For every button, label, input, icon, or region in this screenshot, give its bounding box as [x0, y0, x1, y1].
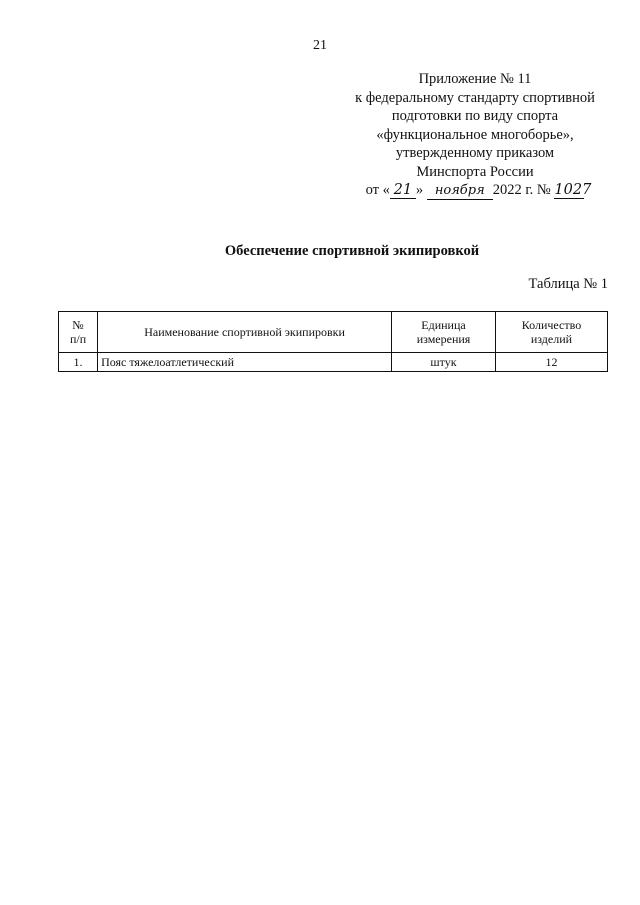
- header-qty-line2: изделий: [530, 332, 573, 346]
- table-row: [59, 353, 608, 372]
- row-name: Пояс тяжелоатлетический: [98, 353, 392, 372]
- header-name: Наименование спортивной экипировки: [98, 312, 392, 353]
- page-number: 21: [313, 38, 327, 53]
- appendix-line-4: «функциональное многоборье»,: [376, 126, 574, 143]
- appendix-header: [330, 70, 620, 200]
- equipment-table: [58, 311, 608, 372]
- appendix-line-1: Приложение № 11: [418, 71, 532, 87]
- table-label: Таблица № 1: [528, 276, 608, 292]
- header-qty: [495, 312, 607, 353]
- appendix-line-6: Минспорта России: [416, 163, 534, 180]
- header-unit-line1: Единица: [421, 318, 466, 332]
- table-header-row: [59, 312, 608, 353]
- header-qty-line1: Количество: [521, 318, 582, 332]
- appendix-line-3: подготовки по виду спорта: [391, 108, 559, 124]
- appendix-line-5: утвержденному приказом: [395, 145, 555, 161]
- handwritten-day: 21: [390, 182, 416, 199]
- row-num: 1.: [59, 353, 98, 372]
- date-quote-close: »: [415, 182, 424, 198]
- handwritten-order-number: 1027: [554, 182, 592, 198]
- header-num-line2: п/п: [69, 332, 87, 346]
- header-num-line1: №: [72, 318, 84, 332]
- header-unit: [392, 312, 496, 353]
- date-year: 2022 г. №: [492, 182, 551, 198]
- order-date-line: [330, 181, 620, 200]
- appendix-line-2: к федеральному стандарту спортивной: [355, 89, 595, 106]
- row-unit: штук: [392, 353, 496, 372]
- header-unit-line2: измерения: [416, 332, 471, 346]
- document-title: Обеспечение спортивной экипировкой: [224, 243, 480, 259]
- header-num: [59, 312, 98, 353]
- date-prefix: от «: [365, 182, 390, 198]
- handwritten-month: ноября: [427, 183, 493, 200]
- row-qty: 12: [495, 353, 607, 372]
